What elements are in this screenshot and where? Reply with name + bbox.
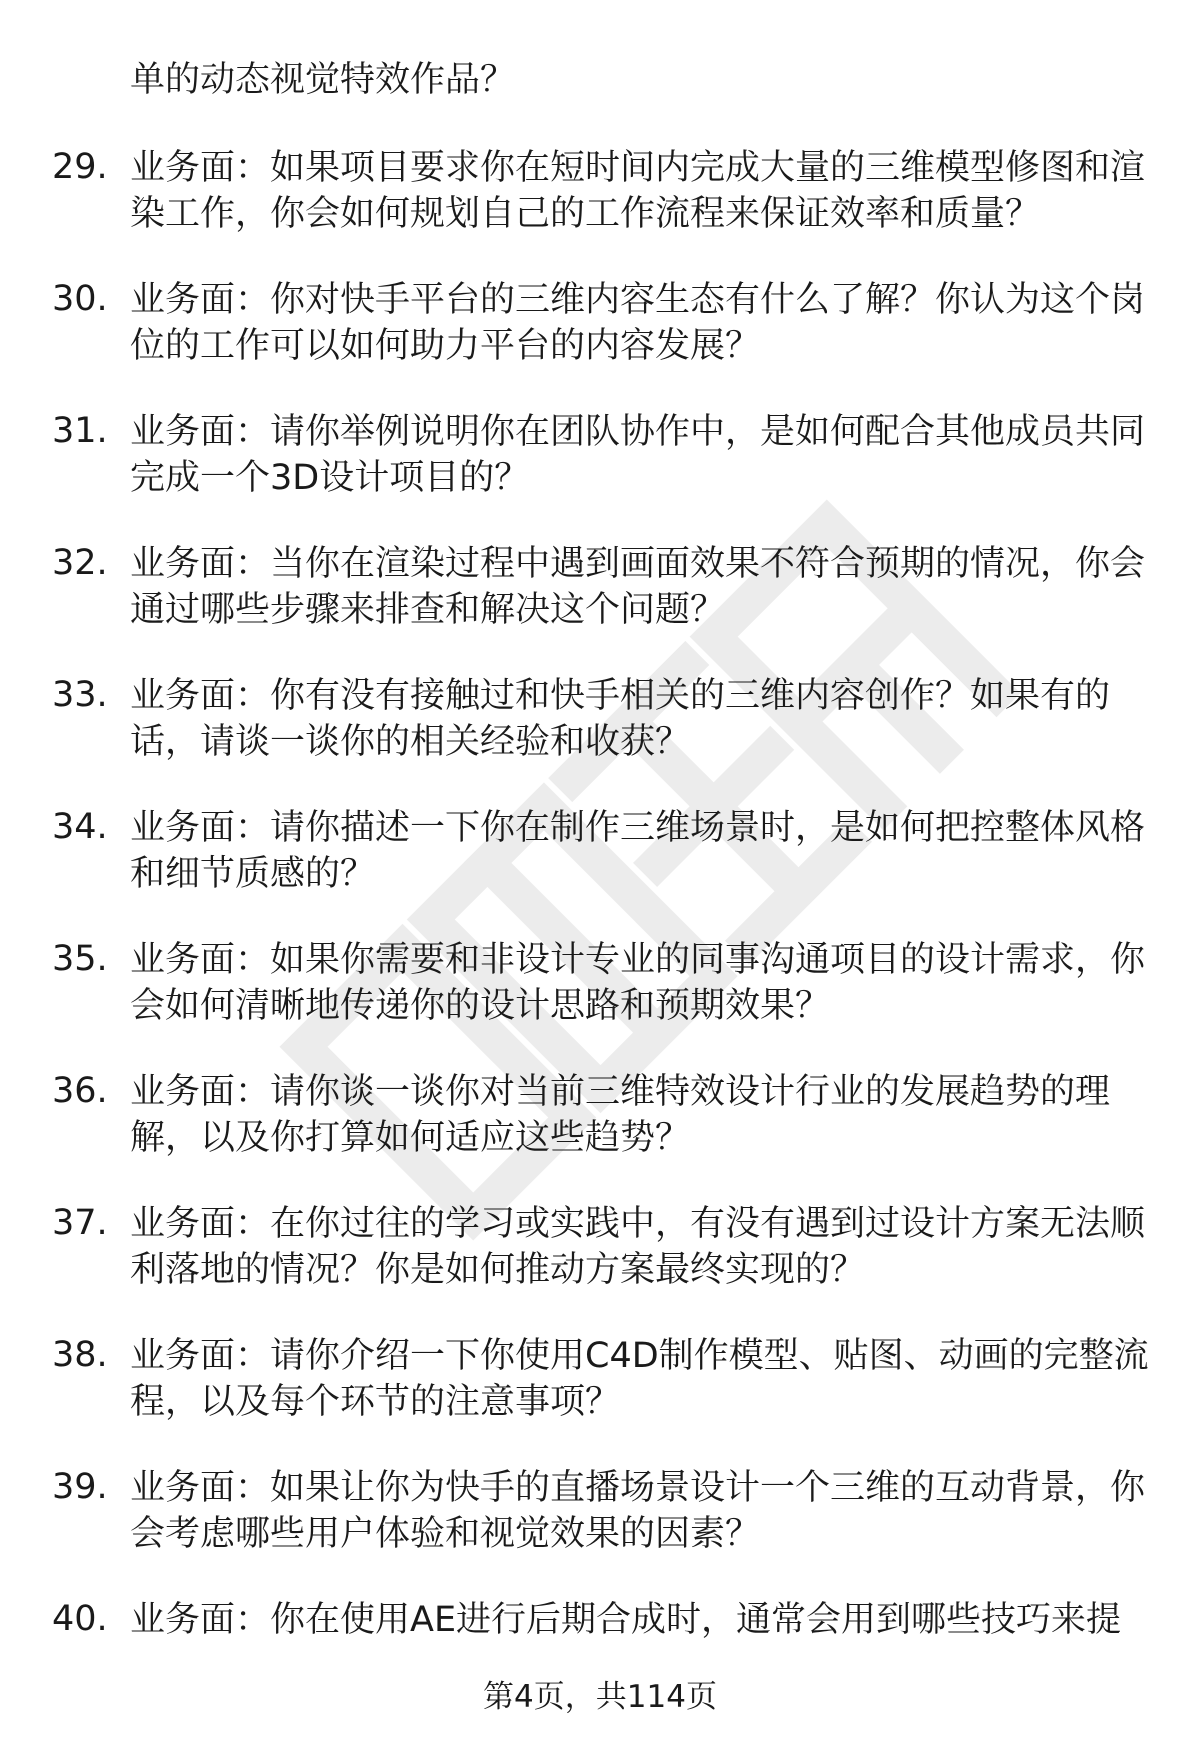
question-number: 29. bbox=[52, 147, 108, 187]
question-number: 30. bbox=[52, 279, 108, 319]
question-number: 39. bbox=[52, 1467, 108, 1507]
list-item bbox=[52, 277, 1162, 409]
question-text: 业务面：如果项目要求你在短时间内完成大量的三维模型修图和渲染工作，你会如何规划自己的工作流程来保证效率和质量？ bbox=[130, 148, 1146, 234]
question-number: 37. bbox=[52, 1203, 108, 1243]
question-text: 业务面：当你在渲染过程中遇到画面效果不符合预期的情况，你会通过哪些步骤来排查和解决这个问题？ bbox=[130, 544, 1146, 630]
list-item bbox=[52, 1333, 1162, 1465]
list-item bbox=[52, 805, 1162, 937]
question-list bbox=[52, 145, 1162, 1729]
question-text: 业务面：请你介绍一下你使用C4D制作模型、贴图、动画的完整流程，以及每个环节的注意事项？ bbox=[130, 1336, 1149, 1422]
question-text: 业务面：你有没有接触过和快手相关的三维内容创作？如果有的话，请谈一谈你的相关经验和收获？ bbox=[130, 676, 1111, 762]
question-text: 业务面：请你描述一下你在制作三维场景时，是如何把控整体风格和细节质感的？ bbox=[130, 808, 1146, 894]
question-number: 40. bbox=[52, 1599, 108, 1639]
list-item bbox=[52, 409, 1162, 541]
question-text: 业务面：在你过往的学习或实践中，有没有遇到过设计方案无法顺利落地的情况？你是如何推动方案最终实现的？ bbox=[130, 1204, 1146, 1290]
page-footer: 第4页，共114页 bbox=[483, 1679, 717, 1715]
question-number: 32. bbox=[52, 543, 108, 583]
question-text: 业务面：如果你需要和非设计专业的同事沟通项目的设计需求，你会如何清晰地传递你的设计思路和预期效果？ bbox=[130, 940, 1146, 1026]
continuation-line: 单的动态视觉特效作品？ bbox=[130, 60, 516, 100]
list-item bbox=[52, 541, 1162, 673]
list-item bbox=[52, 1465, 1162, 1597]
question-text: 业务面：请你举例说明你在团队协作中，是如何配合其他成员共同完成一个3D设计项目的？ bbox=[130, 412, 1146, 498]
list-item bbox=[52, 937, 1162, 1069]
question-number: 34. bbox=[52, 807, 108, 847]
question-text: 业务面：你对快手平台的三维内容生态有什么了解？你认为这个岗位的工作可以如何助力平台的内容发展？ bbox=[130, 280, 1146, 366]
question-number: 31. bbox=[52, 411, 108, 451]
question-text: 业务面：请你谈一谈你对当前三维特效设计行业的发展趋势的理解，以及你打算如何适应这些趋势？ bbox=[130, 1072, 1111, 1158]
list-item bbox=[52, 1069, 1162, 1201]
question-text: 业务面：如果让你为快手的直播场景设计一个三维的互动背景，你会考虑哪些用户体验和视觉效果的因素？ bbox=[130, 1468, 1146, 1554]
list-item bbox=[52, 145, 1162, 277]
list-item bbox=[52, 1201, 1162, 1333]
question-text: 业务面：你在使用AE进行后期合成时，通常会用到哪些技巧来提 bbox=[130, 1600, 1122, 1640]
question-number: 35. bbox=[52, 939, 108, 979]
question-number: 33. bbox=[52, 675, 108, 715]
question-number: 38. bbox=[52, 1335, 108, 1375]
question-number: 36. bbox=[52, 1071, 108, 1111]
list-item bbox=[52, 673, 1162, 805]
